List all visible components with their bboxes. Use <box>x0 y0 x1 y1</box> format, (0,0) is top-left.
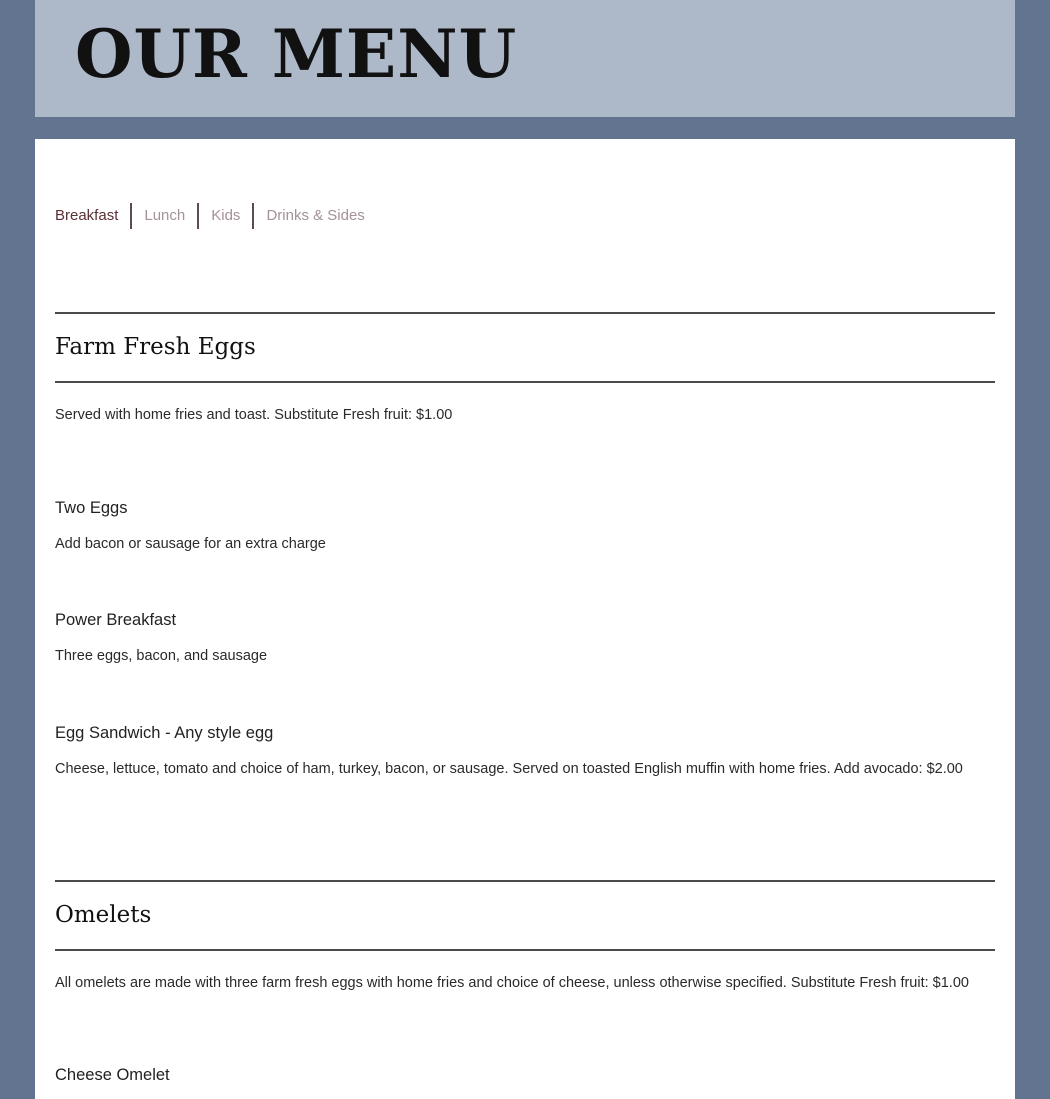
tab-breakfast[interactable]: Breakfast <box>55 207 119 224</box>
menu-item-name: Two Eggs <box>55 499 128 517</box>
menu-item-description: Cheese, lettuce, tomato and choice of ham, turkey, bacon, or sausage. Served on toasted English muffin with home fries. Add avocado: $2.00 <box>55 761 963 777</box>
menu-tabs <box>55 203 377 229</box>
tab-lunch[interactable]: Lunch <box>144 207 186 224</box>
section-divider-top <box>55 312 995 314</box>
section-title-omelets: Omelets <box>55 902 152 928</box>
menu-item-description: Three eggs, bacon, and sausage <box>55 648 268 664</box>
section-description: Served with home fries and toast. Substitute Fresh fruit: $1.00 <box>55 407 453 423</box>
menu-item-name: Egg Sandwich - Any style egg <box>55 724 274 742</box>
section-description: All omelets are made with three farm fresh eggs with home fries and choice of cheese, unless otherwise specified. Substitute Fresh fruit: $1.00 <box>55 975 969 991</box>
section-divider-bottom <box>55 381 995 383</box>
section-title-farm-fresh-eggs: Farm Fresh Eggs <box>55 334 256 360</box>
menu-panel <box>35 139 1015 1099</box>
section-divider-bottom <box>55 949 995 951</box>
page-title: OUR MENU <box>75 15 518 93</box>
menu-item-name: Cheese Omelet <box>55 1066 170 1084</box>
menu-header <box>35 0 1015 117</box>
menu-item-description: Add bacon or sausage for an extra charge <box>55 536 326 552</box>
menu-item-name: Power Breakfast <box>55 611 177 629</box>
tab-kids[interactable]: Kids <box>211 207 241 224</box>
section-divider-top <box>55 880 995 882</box>
tab-drinks-sides[interactable]: Drinks & Sides <box>266 207 365 224</box>
